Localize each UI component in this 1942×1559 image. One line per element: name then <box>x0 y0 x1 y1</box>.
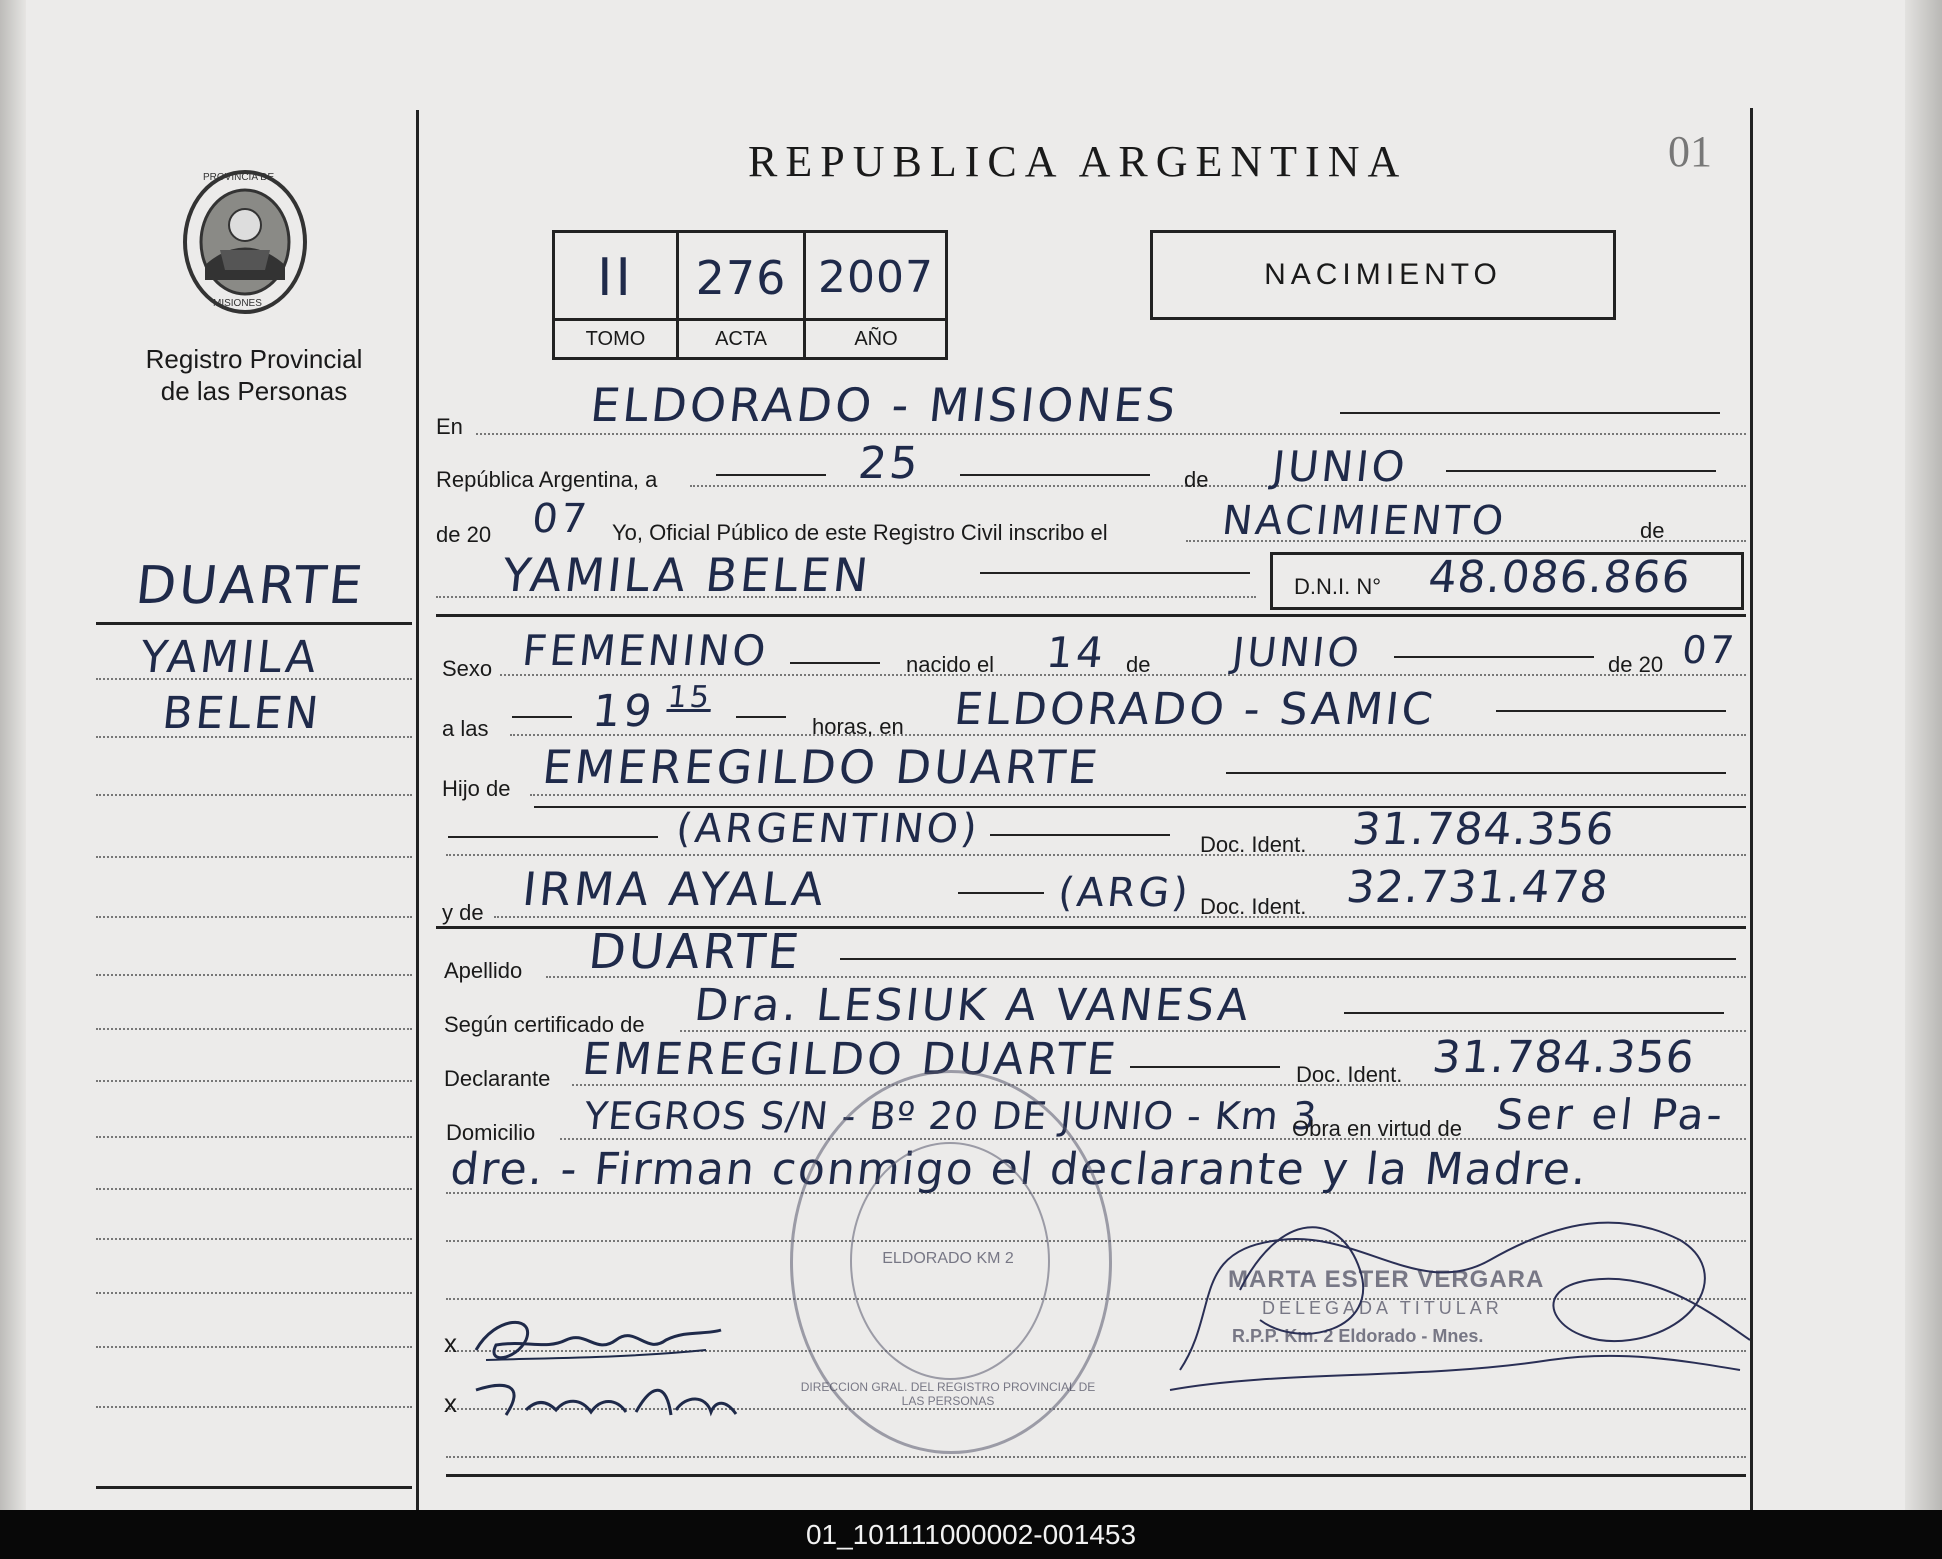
value-madre: IRMA AYALA <box>520 862 830 916</box>
tomo-label: TOMO <box>585 328 646 350</box>
margin-line <box>96 678 412 680</box>
value-tipo: NACIMIENTO <box>1220 498 1509 544</box>
value-certificado: Dra. LESIUK A VANESA <box>692 980 1254 1031</box>
margin-line <box>96 1028 412 1030</box>
signature-ayala-icon <box>466 1370 746 1430</box>
label-republica: República Argentina, a <box>436 467 658 492</box>
label-hijo-de: Hijo de <box>442 776 511 801</box>
ano-value: 2007 <box>818 252 934 303</box>
official-stamp-line1: MARTA ESTER VERGARA <box>1228 1266 1545 1293</box>
label-doc-ident-madre: Doc. Ident. <box>1200 894 1307 919</box>
value-lugar: ELDORADO - MISIONES <box>588 378 1181 432</box>
section-divider <box>436 614 1746 617</box>
margin-line <box>96 1238 412 1240</box>
value-apellido: DUARTE <box>586 924 805 980</box>
label-de-tipo: de <box>1640 518 1665 543</box>
tomo-value: II <box>597 247 634 308</box>
dash <box>1226 772 1726 774</box>
value-lugar-nac: ELDORADO - SAMIC <box>952 684 1438 735</box>
margin-given-1: YAMILA <box>138 632 322 683</box>
value-dia-nac: 14 <box>1044 628 1109 677</box>
dash <box>736 716 786 718</box>
value-nombre: YAMILA BELEN <box>500 548 874 602</box>
value-obra-1: Ser el Pa- <box>1494 1090 1728 1139</box>
value-padre-nacionalidad: (ARGENTINO) <box>674 806 983 852</box>
value-minutos: 15 <box>666 680 714 715</box>
dash <box>980 572 1250 574</box>
dash <box>1344 1012 1724 1014</box>
dash <box>958 892 1044 894</box>
label-horas-en: horas, en <box>812 714 904 739</box>
country-title: REPUBLICA ARGENTINA <box>748 137 1408 186</box>
footer-code: 01_101111000002-001453 <box>0 1510 1942 1559</box>
margin-given-2: BELEN <box>160 688 324 739</box>
registry-name-line1: Registro Provincial <box>145 344 363 374</box>
dash <box>990 834 1170 836</box>
margin-line <box>96 736 412 738</box>
field-line <box>446 1456 1746 1458</box>
dash <box>960 474 1150 476</box>
margin-line <box>96 856 412 858</box>
dash <box>1496 710 1726 712</box>
field-line <box>690 485 1746 487</box>
margin-line <box>96 1080 412 1082</box>
margin-line <box>96 1188 412 1190</box>
registry-name-line2: de las Personas <box>160 376 348 406</box>
label-de-mes-nac: de <box>1126 652 1151 677</box>
value-declarante-doc: 31.784.356 <box>1430 1032 1698 1083</box>
official-signature-icon <box>1160 1170 1760 1410</box>
margin-line <box>96 1346 412 1348</box>
margin-surname: DUARTE <box>133 556 368 616</box>
dash <box>1394 656 1594 658</box>
label-y-de: y de <box>442 900 484 925</box>
margin-line <box>96 1136 412 1138</box>
book-gutter <box>0 0 26 1510</box>
label-doc-ident-declarante: Doc. Ident. <box>1296 1062 1403 1087</box>
signature-2-mark: x <box>444 1388 457 1418</box>
margin-line <box>96 794 412 796</box>
value-dia-registro: 25 <box>856 438 924 489</box>
value-madre-nacionalidad: (ARG) <box>1056 870 1194 916</box>
official-stamp-line3: R.P.P. Km. 2 Eldorado - Mnes. <box>1232 1326 1484 1346</box>
value-padre-doc: 31.784.356 <box>1350 804 1618 855</box>
label-a-las: a las <box>442 716 489 741</box>
label-segun: Según certificado de <box>444 1012 645 1037</box>
value-anio-registro: 07 <box>530 496 592 542</box>
margin-line <box>96 916 412 918</box>
signature-1-mark: x <box>444 1328 457 1358</box>
dash <box>716 474 826 476</box>
label-de-20-nac: de 20 <box>1608 652 1664 677</box>
label-doc-ident-padre: Doc. Ident. <box>1200 832 1307 857</box>
page-edge <box>1905 0 1942 1510</box>
label-apellido: Apellido <box>444 958 523 983</box>
page-number: 01 <box>1668 127 1712 176</box>
label-nacido-el: nacido el <box>906 652 995 677</box>
dash <box>840 958 1736 960</box>
round-stamp-text: DIRECCION GRAL. DEL REGISTRO PROVINCIAL DE LAS PERSONAS <box>800 1380 1096 1408</box>
label-de: de <box>1184 467 1209 492</box>
acta-label: ACTA <box>715 328 767 350</box>
margin-bottom-line <box>96 1486 412 1489</box>
round-stamp-inner-text: ELDORADO KM 2 <box>882 1250 1014 1267</box>
field-line <box>494 916 1746 918</box>
margin-line <box>96 1292 412 1294</box>
value-anio-nac: 07 <box>1680 628 1739 672</box>
ano-label: AÑO <box>854 328 898 350</box>
label-obra: Obra en virtud de <box>1292 1116 1462 1141</box>
seal-top-text: PROVINCIA DE <box>203 172 275 183</box>
dash <box>448 836 658 838</box>
value-dni: 48.086.866 <box>1426 552 1694 603</box>
dash <box>1130 1066 1280 1068</box>
margin-line <box>96 974 412 976</box>
dash <box>790 662 880 664</box>
dash <box>512 716 572 718</box>
margin-underline <box>96 622 412 625</box>
signature-duarte-icon <box>466 1310 726 1370</box>
value-mes-nac: JUNIO <box>1230 630 1365 676</box>
value-padre: EMEREGILDO DUARTE <box>540 740 1103 794</box>
dash <box>1446 470 1716 472</box>
seal-bottom-text: MISIONES <box>213 298 262 309</box>
field-line <box>530 794 1746 796</box>
value-obra-2: dre. - Firman conmigo el declarante y la Madre. <box>448 1144 1591 1195</box>
value-sexo: FEMENINO <box>520 626 771 675</box>
acta-value: 276 <box>695 250 787 305</box>
document-type: NACIMIENTO <box>1264 258 1502 291</box>
official-stamp-line2: DELEGADA TITULAR <box>1262 1298 1503 1318</box>
label-declarante: Declarante <box>444 1066 551 1091</box>
label-dni: D.N.I. N° <box>1294 574 1382 599</box>
value-madre-doc: 32.731.478 <box>1344 862 1612 913</box>
value-declarante: EMEREGILDO DUARTE <box>580 1034 1121 1085</box>
label-en: En <box>436 414 463 439</box>
label-de-20: de 20 <box>436 522 492 547</box>
margin-line <box>96 1406 412 1408</box>
bottom-line <box>446 1474 1746 1477</box>
label-sexo: Sexo <box>442 656 493 681</box>
label-yo-oficial: Yo, Oficial Público de este Registro Civil inscribo el <box>612 520 1108 545</box>
label-domicilio: Domicilio <box>446 1120 536 1145</box>
value-domicilio: YEGROS S/N - Bº 20 DE JUNIO - Km 3 <box>582 1094 1320 1138</box>
value-mes-registro: JUNIO <box>1270 442 1411 491</box>
dash <box>1340 412 1720 414</box>
value-hora: 19 <box>590 686 658 737</box>
left-column-divider <box>416 110 419 1510</box>
field-line <box>476 433 1746 435</box>
